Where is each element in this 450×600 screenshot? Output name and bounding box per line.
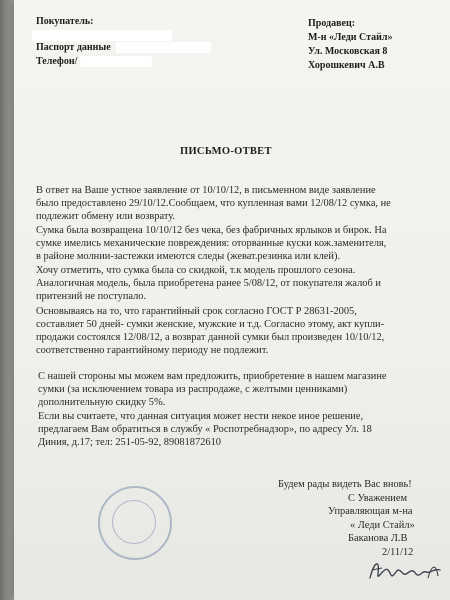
store-stamp-inner-ring xyxy=(112,500,156,544)
buyer-label: Покупатель: xyxy=(36,16,94,27)
closing-line: « Леди Стайл» xyxy=(350,520,415,531)
seller-label: Продавец: xyxy=(308,18,356,29)
page-edge-shadow xyxy=(0,0,14,600)
body-line: сумке имелись механические повреждения: оторванные куски кож.заменителя, xyxy=(36,238,387,249)
seller-store: М-н «Леди Стайл» xyxy=(308,32,393,43)
body-line: Если вы считаете, что данная ситуация может нести некое иное решение, xyxy=(38,411,364,422)
seller-owner: Хорошкевич А.В xyxy=(308,60,385,71)
body-line: соответственно гарантийному периоду не подлежит. xyxy=(36,345,269,356)
body-line: С нашей стороны мы можем вам предложить, приобретение в нашем магазине xyxy=(38,371,387,382)
redacted-passport xyxy=(116,42,211,53)
body-line: Хочу отметить, что сумка была со скидкой, т.к модель прошлого сезона. xyxy=(36,265,356,276)
body-line: в районе молнии-застежки имеются следы (жеват.резинка или клей). xyxy=(36,251,341,262)
redacted-phone xyxy=(80,56,152,67)
body-line: подлежит обмену или возврату. xyxy=(36,211,175,222)
body-line: было предоставлено 29/10/12.Сообщаем, что купленная вами 12/08/12 сумка, не xyxy=(36,198,391,209)
body-line: В ответ на Ваше устное заявление от 10/10/12, в письменном виде заявление xyxy=(36,185,376,196)
body-line: Диния, д.17; тел: 251-05-92, 89081872610 xyxy=(38,437,221,448)
closing-line: Баканова Л.В xyxy=(348,533,408,544)
seller-street: Ул. Московская 8 xyxy=(308,46,388,57)
body-line: предлагаем Вам обратиться в службу « Роспотребнадзор», по адресу Ул. 18 xyxy=(38,424,372,435)
body-line: Аналогичная модель, была приобретена ранее 5/08/12, от покупателя жалоб и xyxy=(36,278,381,289)
body-line: продажи состоялся 12/08/12, а возврат данной сумки был произведен 10/10/12, xyxy=(36,332,385,343)
body-line: дополнительную скидку 5%. xyxy=(38,397,166,408)
closing-line: С Уважением xyxy=(348,493,408,504)
closing-line: Управляющая м-на xyxy=(328,506,413,517)
redacted-buyer-name xyxy=(32,30,172,41)
body-line: Основываясь на то, что гарантийный срок согласно ГОСТ Р 28631-2005, xyxy=(36,306,357,317)
body-line: составляет 50 дней- сумки женские, мужские и т.д. Согласно этому, акт купли- xyxy=(36,319,385,330)
phone-label: Телефон/ xyxy=(36,56,152,67)
handwritten-signature xyxy=(366,552,446,588)
closing-date: 2/11/12 xyxy=(382,547,414,558)
body-line: Сумка была возвращена 10/10/12 без чека, без фабричных ярлыков и бирок. На xyxy=(36,225,387,236)
body-line: притензий не поступало. xyxy=(36,291,147,302)
passport-label: Паспорт данные xyxy=(36,42,211,53)
letter-sheet xyxy=(14,0,450,600)
closing-line: Будем рады видеть Вас вновь! xyxy=(278,479,412,490)
letter-title: ПИСЬМО-ОТВЕТ xyxy=(180,146,272,157)
store-stamp xyxy=(98,486,172,560)
body-line: сумки (за исключением товара из распродаже, с желтыми ценниками) xyxy=(38,384,348,395)
